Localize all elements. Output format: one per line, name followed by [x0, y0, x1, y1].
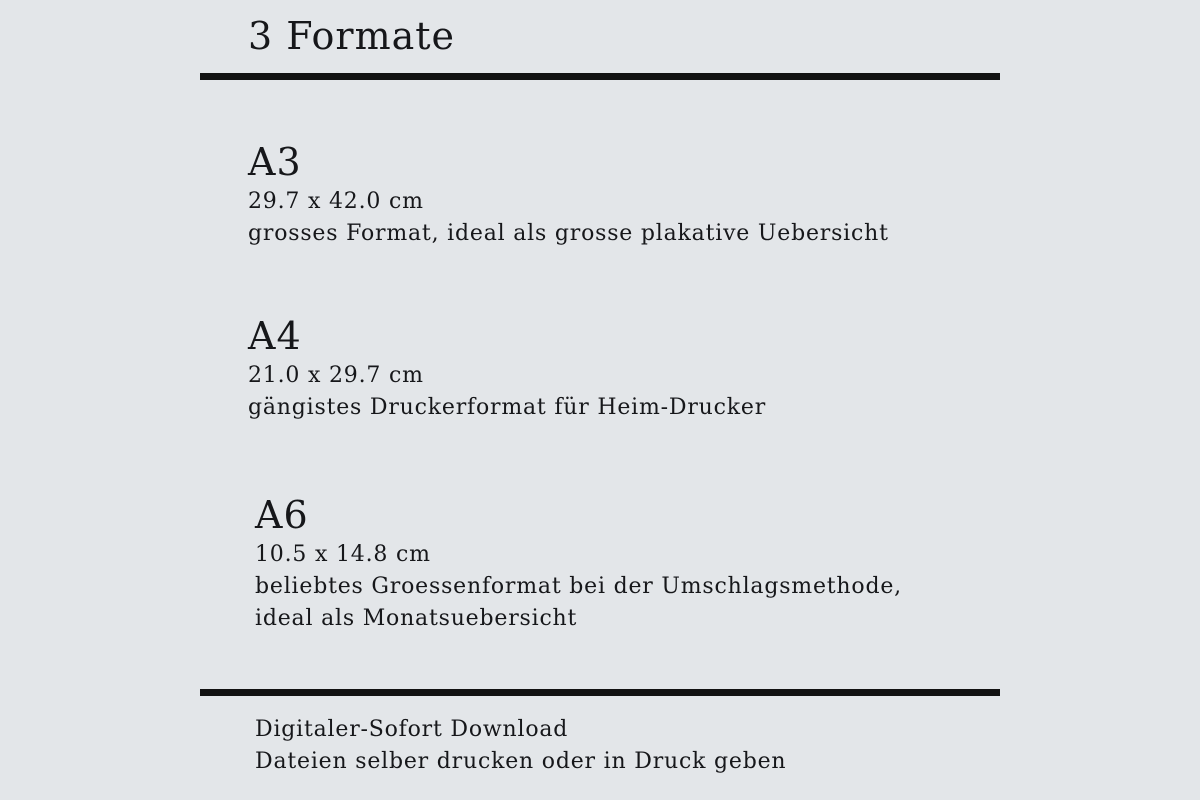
format-a3	[248, 140, 889, 250]
format-description-line-1: beliebtes Groessenformat bei der Umschlagsmethode,	[255, 574, 902, 599]
format-size: 21.0 x 29.7 cm	[248, 363, 424, 388]
format-description: gängistes Druckerformat für Heim-Drucker	[248, 395, 767, 420]
format-size: 10.5 x 14.8 cm	[255, 542, 431, 567]
page-title: 3 Formate	[248, 14, 456, 58]
download-note: Digitaler-Sofort Download	[255, 717, 569, 742]
format-size: 29.7 x 42.0 cm	[248, 189, 424, 214]
format-name: A6	[255, 493, 309, 537]
top-divider	[200, 73, 1000, 80]
format-a4	[248, 314, 766, 424]
format-name: A4	[248, 314, 302, 358]
print-note: Dateien selber drucken oder in Druck geben	[255, 749, 787, 774]
format-a6	[255, 493, 902, 635]
bottom-divider	[200, 689, 1000, 696]
format-description-line-2: ideal als Monatsuebersicht	[255, 606, 578, 631]
format-description: grosses Format, ideal als grosse plakative Uebersicht	[248, 221, 889, 246]
footer-note	[255, 714, 786, 778]
format-name: A3	[248, 140, 302, 184]
